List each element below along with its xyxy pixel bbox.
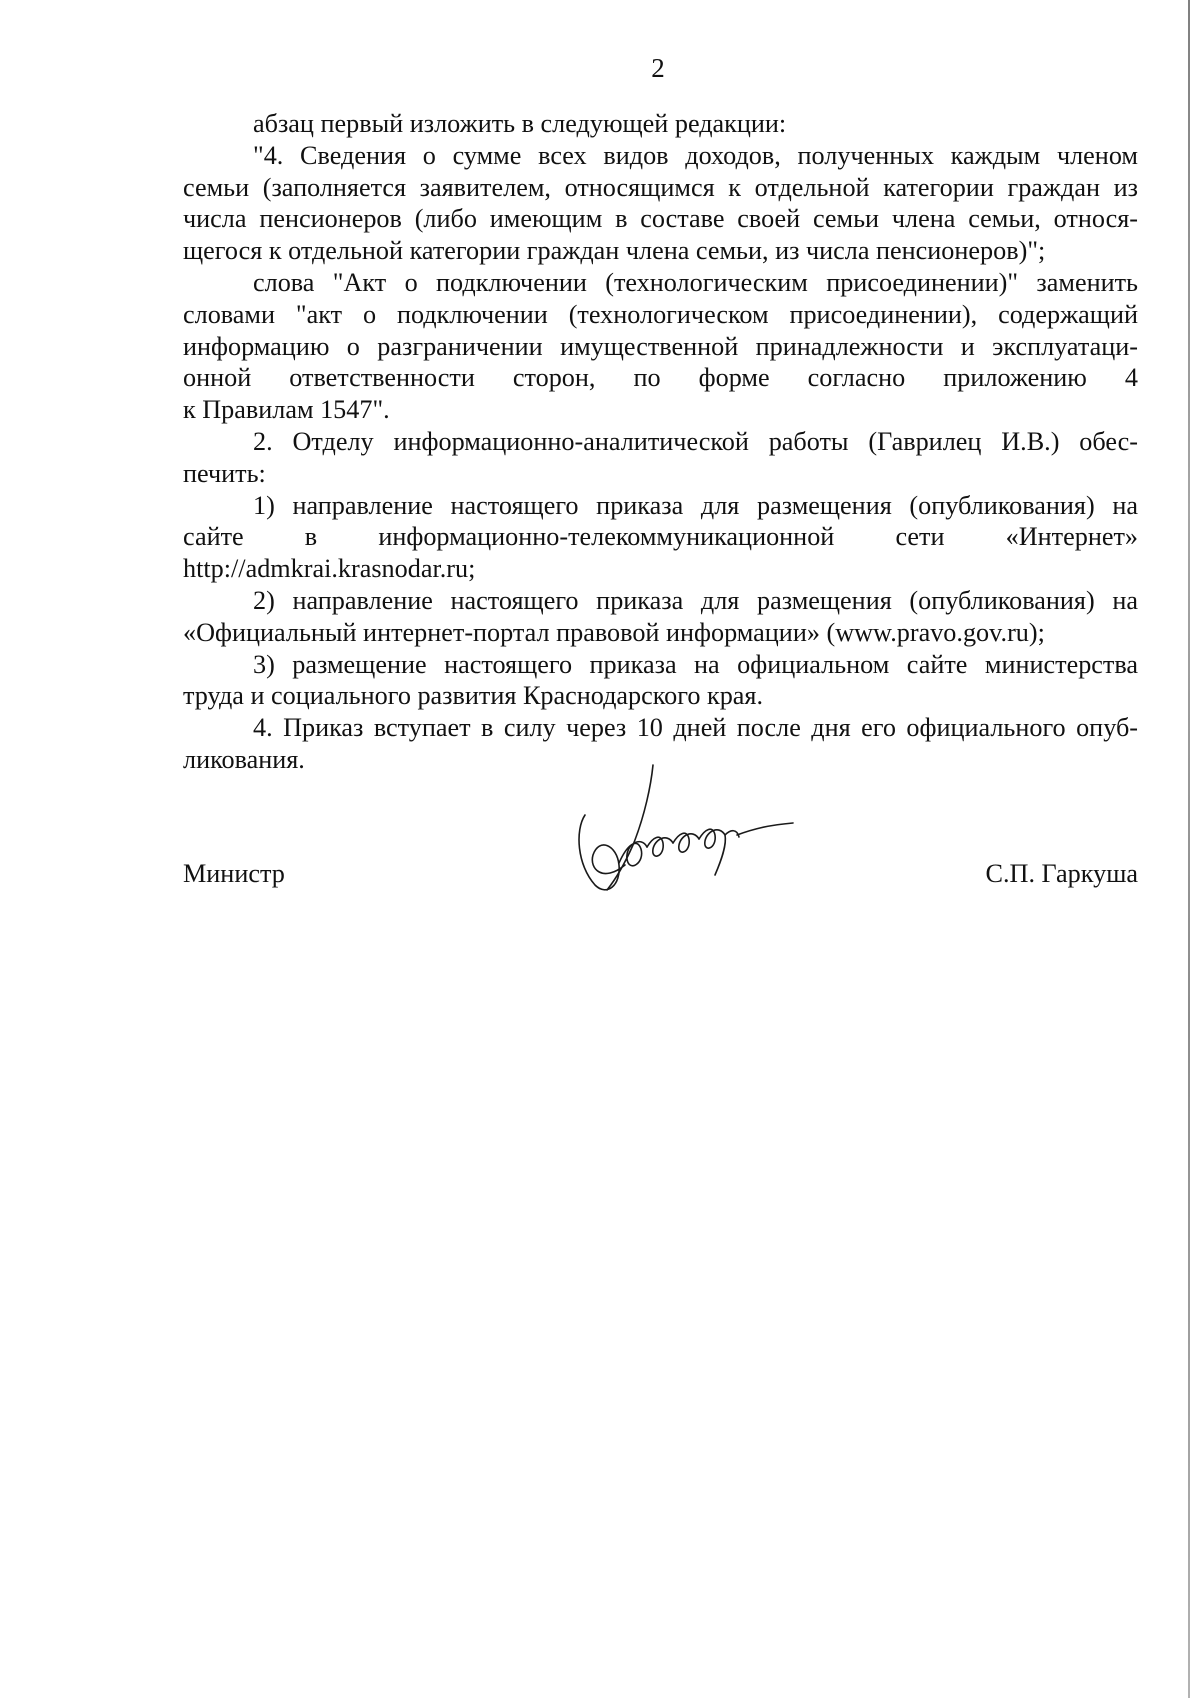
paragraph-line: онной ответственности сторон, по форме согласно приложению 4 bbox=[183, 363, 1138, 393]
paragraph-line: 3) размещение настоящего приказа на официальном сайте министерства bbox=[253, 649, 1138, 679]
signatory-title: Министр bbox=[183, 859, 285, 888]
paragraph-line: абзац первый изложить в следующей редакции: bbox=[253, 109, 787, 138]
paragraph-line: семьи (заполняется заявителем, относящимся к отдельной категории граждан из bbox=[183, 172, 1138, 202]
paragraph-line: информацию о разграничении имущественной принадлежности и эксплуатаци- bbox=[183, 331, 1138, 361]
paragraph-line: щегося к отдельной категории граждан члена семьи, из числа пенсионеров)"; bbox=[183, 236, 1046, 266]
paragraph-line: http://admkrai.krasnodar.ru; bbox=[183, 554, 476, 584]
signatory-name: С.П. Гаркуша bbox=[985, 859, 1138, 888]
paragraph-line: к Правилам 1547". bbox=[183, 395, 390, 425]
paragraph-line: числа пенсионеров (либо имеющим в составе своей семьи члена семьи, относя- bbox=[183, 204, 1138, 234]
paragraph-line: 2. Отделу информационно-аналитической работы (Гаврилец И.В.) обес- bbox=[253, 426, 1138, 456]
scan-edge-line bbox=[1188, 0, 1190, 1698]
paragraph-line: словами "акт о подключении (технологическом присоединении), содержащий bbox=[183, 299, 1138, 329]
paragraph-line: печить: bbox=[183, 458, 266, 488]
page-number: 2 bbox=[651, 53, 665, 83]
signature-block bbox=[183, 852, 1138, 892]
paragraph-line: "4. Сведения о сумме всех видов доходов, полученных каждым членом bbox=[253, 140, 1138, 170]
paragraph-line: труда и социального развития Краснодарского края. bbox=[183, 681, 764, 711]
paragraph-line: сайте в информационно-телекоммуникационной сети «Интернет» bbox=[183, 522, 1138, 552]
paragraph-line: слова "Акт о подключении (технологическим присоединении)" заменить bbox=[253, 267, 1138, 297]
paragraph-line: 2) направление настоящего приказа для размещения (опубликования) на bbox=[253, 585, 1138, 615]
paragraph-line: 1) направление настоящего приказа для размещения (опубликования) на bbox=[253, 490, 1138, 520]
paragraph-line: 4. Приказ вступает в силу через 10 дней после дня его официального опуб- bbox=[253, 713, 1138, 743]
paragraph-line: «Официальный интернет-портал правовой информации» (www.pravo.gov.ru); bbox=[183, 617, 1045, 647]
paragraph-line: ликования. bbox=[183, 744, 305, 774]
document-body bbox=[183, 108, 1138, 776]
